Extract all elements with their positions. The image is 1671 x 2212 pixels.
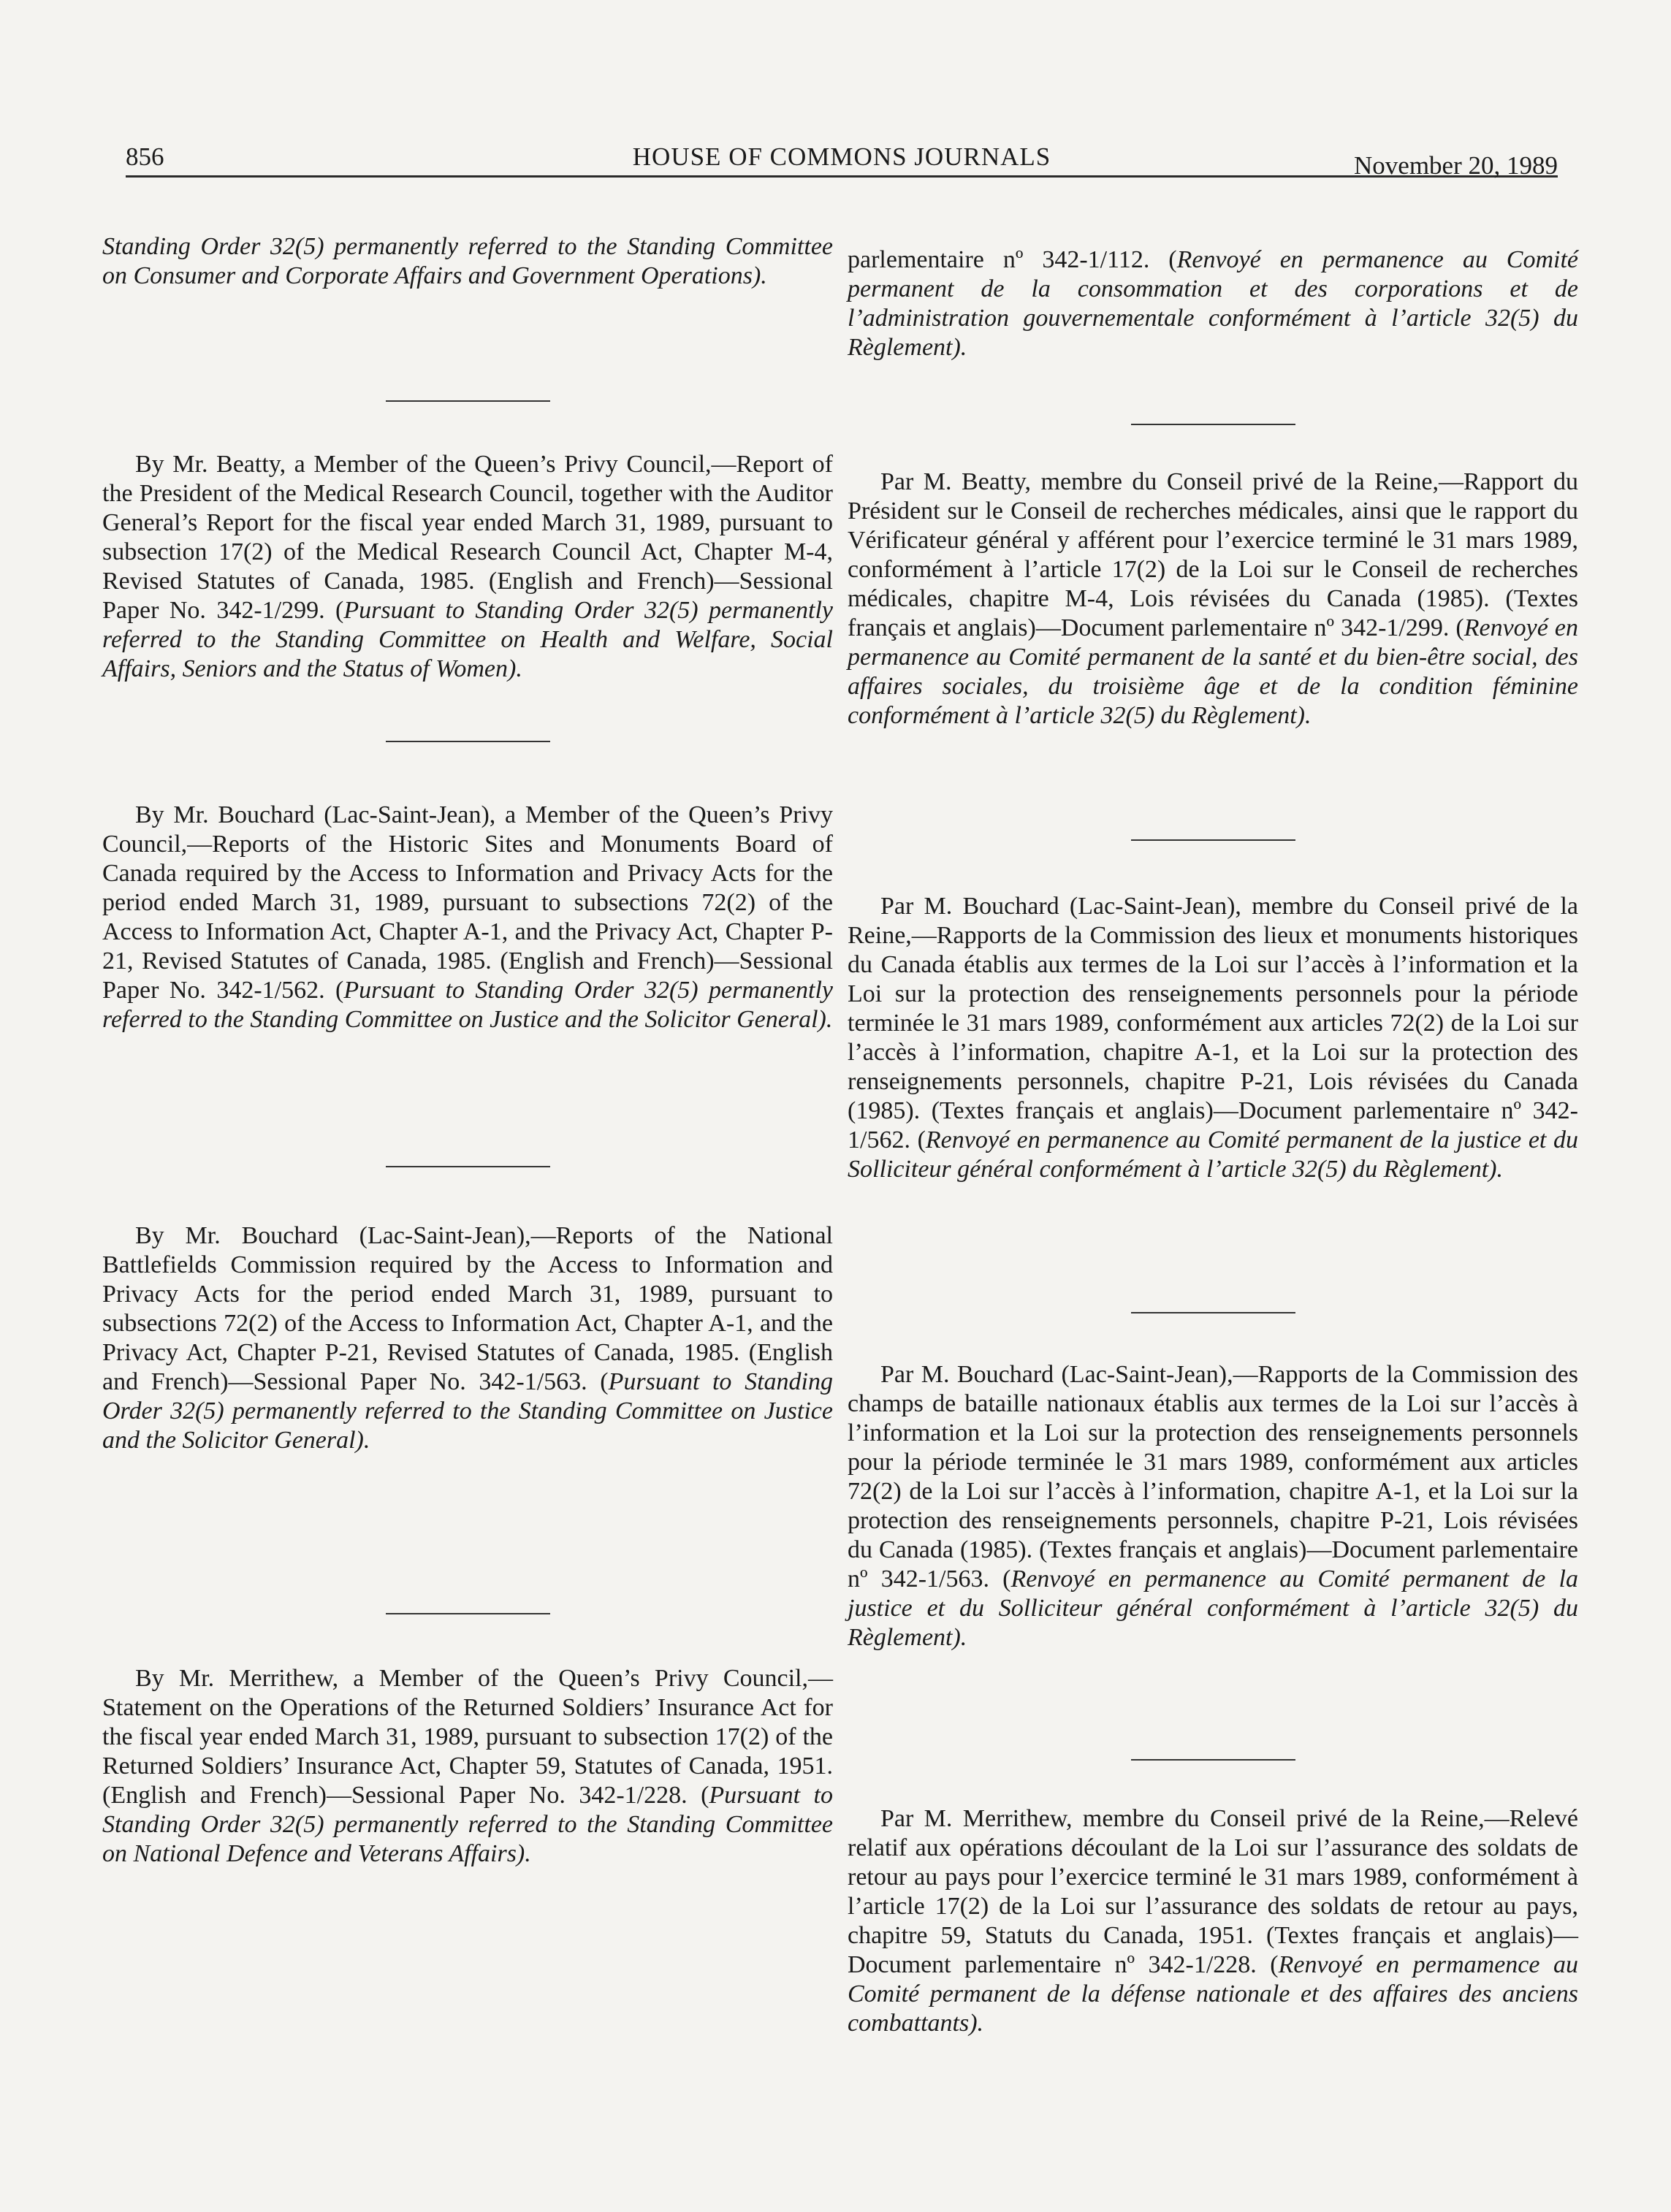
- paragraph-italic-text: Renvoyé en permanence au Comité permanent de la santé et du bien-être social, des affaires sociales, du troisième âge et de la condition féminine conformément à l’article 32(5) du Règlement).: [848, 614, 1578, 729]
- paragraph-text: By Mr. Merrithew, a Member of the Queen’s Privy Council,—Statement on the Operations of the Returned Soldiers’ Insurance Act for the fiscal year ended March 31, 1989, pursuant to subsection 17(2) of the Returned Soldiers’ Insurance Act, Chapter 59, Statutes of Canada, 1951. (English and French)—Sessional Paper No. 342-1/228. (: [102, 1665, 833, 1809]
- paragraph: [848, 232, 1578, 424]
- paragraph-text: Par M. Bouchard (Lac-Saint-Jean), membre du Conseil privé de la Reine,—Rapports de la Commission des lieux et monuments historiques du Canada établis aux termes de la Loi sur l’accès à l’information et la Loi sur la protection des renseignements personnels pour la période terminée le 31 mars 1989, conformément aux articles 72(2) de la Loi sur l’accès à l’information, chapitre A-1, et la Loi sur la protection des renseignements personnels, chapitre P-21, Lois révisées du Canada (1985). (Textes français et anglais)—Document parlementaire nº 342-1/562. (: [848, 893, 1578, 1153]
- paragraph-text: Par M. Merrithew, membre du Conseil privé de la Reine,—Relevé relatif aux opérations découlant de la Loi sur l’assurance des soldats de retour au pays pour l’exercice terminé le 31 mars 1989, conformément à l’article 17(2) de la Loi sur l’assurance des soldats de retour au pays, chapitre 59, Statuts du Canada, 1951. (Textes français et anglais)—Document parlementaire nº 342-1/228. (: [848, 1805, 1578, 1978]
- paragraph: [102, 1167, 833, 1613]
- paragraph: [848, 1313, 1578, 1759]
- paragraph-text: By Mr. Bouchard (Lac-Saint-Jean),—Reports of the National Battlefields Commission required by the Access to Information and Privacy Acts for the period ended March 31, 1989, pursuant to subsections 72(2) of the Access to Information Act, Chapter A-1, and the Privacy Act, Chapter P-21, Revised Statutes of Canada, 1985. (English and French)—Sessional Paper No. 342-1/563. (: [102, 1222, 833, 1395]
- page-title: HOUSE OF COMMONS JOURNALS: [632, 142, 1051, 171]
- page-date: November 20, 1989: [1354, 151, 1558, 180]
- paragraph-italic-text: Pursuant to Standing Order 32(5) permanently referred to the Standing Committee on Justice and the Solicitor General).: [102, 1368, 833, 1454]
- paragraph: [102, 1614, 833, 1869]
- french-column: [848, 232, 1578, 2038]
- page-number: 856: [126, 142, 164, 171]
- paragraph: [848, 425, 1578, 839]
- paragraph-italic-text: Pursuant to Standing Order 32(5) permanently referred to the Standing Committee on National Defence and Veterans Affairs).: [102, 1782, 834, 1867]
- paragraph-text: By Mr. Beatty, a Member of the Queen’s Privy Council,—Report of the President of the Medical Research Council, together with the Auditor General’s Report for the fiscal year ended March 31, 1989, pursuant to subsection 17(2) of the Medical Research Council Act, Chapter M-4, Revised Statutes of Canada, 1985. (English and French)—Sessional Paper No. 342-1/299. (: [102, 451, 833, 624]
- paragraph-italic-text: Pursuant to Standing Order 32(5) permanently referred to the Standing Committee on Health and Welfare, Social Affairs, Seniors and the Status of Women).: [102, 597, 833, 682]
- paragraph-italic-text: Standing Order 32(5) permanently referred to the Standing Committee on Consumer and Corporate Affairs and Government Operations).: [102, 233, 833, 289]
- paragraph: [848, 841, 1578, 1312]
- paragraph-italic-text: Renvoyé en permanence au Comité permanent de la consommation et des corporations et de l’administration gouvernementale conformément à l’article 32(5) du Règlement).: [848, 246, 1578, 361]
- page-header: [126, 139, 1558, 178]
- paragraph-text: Par M. Bouchard (Lac-Saint-Jean),—Rapports de la Commission des champs de bataille nationaux établis aux termes de la Loi sur l’accès à l’information et la Loi sur la protection des renseignements personnels pour la période terminée le 31 mars 1989, conformément aux articles 72(2) de la Loi sur l’accès à l’information, chapitre A-1, et la Loi sur la protection des renseignements personnels, chapitre P-21, Lois révisées du Canada (1985). (Textes français et anglais)—Document parlementaire nº 342-1/563. (: [848, 1361, 1578, 1593]
- paragraph-text: Par M. Beatty, membre du Conseil privé de la Reine,—Rapport du Président sur le Conseil de recherches médicales, ainsi que le rapport du Vérificateur général y afférent pour l’exercice terminé le 31 mars 1989, conformément à l’article 17(2) de la Loi sur le Conseil de recherches médicales, chapitre M-4, Lois révisées du Canada (1985). (Textes français et anglais)—Document parlementaire nº 342-1/299. (: [848, 468, 1578, 641]
- paragraph: [102, 232, 833, 400]
- english-column: [102, 232, 833, 1869]
- paragraph-italic-text: Renvoyé en permanence au Comité permanent de la justice et du Solliciteur général conformément à l’article 32(5) du Règlement).: [848, 1565, 1578, 1651]
- paragraph: [102, 402, 833, 741]
- paragraph-italic-text: Renvoyé en permamence au Comité permanent de la défense nationale et des affaires des anciens combattants).: [848, 1951, 1578, 2037]
- paragraph: [102, 742, 833, 1166]
- paragraph-text: By Mr. Bouchard (Lac-Saint-Jean), a Member of the Queen’s Privy Council,—Reports of the Historic Sites and Monuments Board of Canada required by the Access to Information and Privacy Acts for the period ended March 31, 1989, pursuant to subsections 72(2) of the Access to Information Act, Chapter A-1, and the Privacy Act, Chapter P-21, Revised Statutes of Canada, 1985. (English and French)—Sessional Paper No. 342-1/562. (: [102, 801, 833, 1004]
- paragraph-text: parlementaire nº 342-1/112. (: [848, 246, 1177, 273]
- paragraph: [848, 1761, 1578, 2038]
- paragraph-italic-text: Pursuant to Standing Order 32(5) permanently referred to the Standing Committee on Justice and the Solicitor General).: [102, 977, 833, 1033]
- paragraph-italic-text: Renvoyé en permanence au Comité permanent de la justice et du Solliciteur général conformément à l’article 32(5) du Règlement).: [848, 1126, 1578, 1183]
